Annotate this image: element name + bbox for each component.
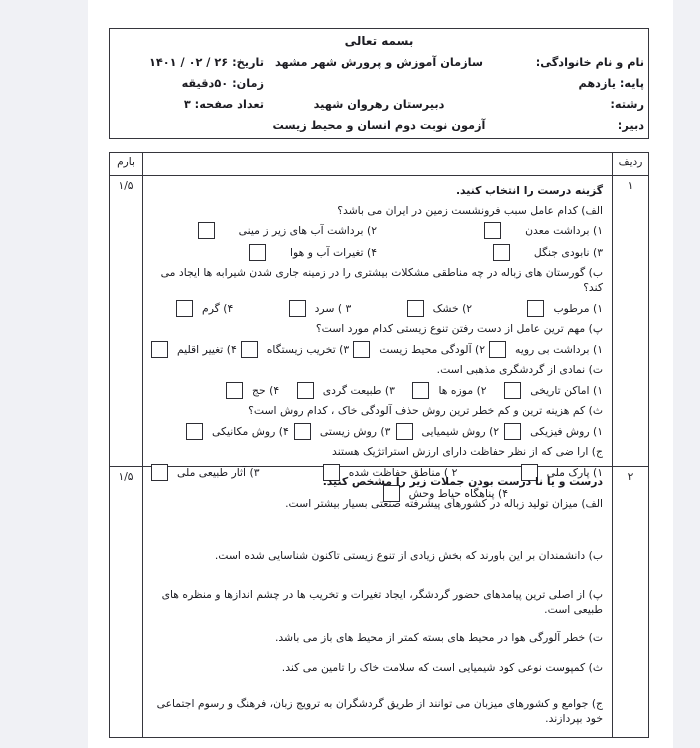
question-1b-text: ب) گورستان های زباله در چه مناطقی مشکلات بیشتری را در زمینه جاری شدن شیرابه ها ایجاد می کند؟: [160, 266, 603, 294]
option-label: ۲) روش شیمیایی: [421, 424, 500, 438]
answer-checkbox[interactable]: [527, 300, 544, 317]
option: [294, 423, 391, 440]
option-label: ۳) آثار طبیعی ملی: [177, 465, 260, 479]
question-1-number: ۱: [612, 176, 648, 467]
answer-checkbox[interactable]: [484, 222, 501, 239]
option: [504, 382, 603, 399]
answer-checkbox[interactable]: [396, 423, 413, 440]
option: [407, 300, 472, 317]
question-1a-text: الف) کدام عامل سبب فرونشست زمین در ایران می باشد؟: [337, 203, 603, 217]
option-label: ۴) روش مکانیکی: [212, 424, 289, 438]
answer-checkbox[interactable]: [249, 244, 266, 261]
page-count: تعداد صفحه: ۳: [183, 98, 264, 111]
row-number-column-header: ردیف: [612, 153, 648, 176]
option: [297, 382, 395, 399]
question-1t-text: ت) نمادی از گردشگری مذهبی است.: [436, 363, 603, 376]
option-label: ۴) گرم: [202, 301, 234, 315]
question-1a-options-line1: [151, 222, 603, 239]
option-label: ۴) پناهگاه حیاط وحش: [408, 487, 508, 500]
answer-checkbox[interactable]: [186, 423, 203, 440]
option: [504, 423, 603, 440]
answer-checkbox[interactable]: [294, 423, 311, 440]
option-label: ۲ ) مناطق حفاظت شده: [348, 465, 458, 479]
option: [377, 222, 603, 239]
option: [186, 423, 289, 440]
question-2-score: ۱/۵: [110, 467, 143, 737]
exam-date: تاریخ: ۲۶ / ۰۲ / ۱۴۰۱: [148, 56, 264, 69]
question-2-statement-p: پ) از اصلی ترین پیامدهای حضور گردشگر، ایجاد تغیرات و تخریب ها در چشم اندازها و منظره های طبیعی است.: [161, 588, 603, 616]
answer-checkbox[interactable]: [297, 382, 314, 399]
answer-checkbox[interactable]: [176, 300, 193, 317]
option-label: ۱) پارک ملی: [546, 465, 603, 479]
exam-table: [109, 152, 649, 738]
question-2-number: ۲: [612, 467, 648, 737]
question-1th-options: [151, 423, 603, 440]
student-name-label: نام و نام خانوادگی:: [535, 56, 644, 69]
option-label: ۱) برداشت معدن: [525, 224, 603, 237]
question-1j-text: ج) ارا ضی که از نظر حفاظت دارای ارزش استراتژیک هستند: [332, 445, 603, 458]
answer-checkbox[interactable]: [151, 341, 168, 358]
answer-checkbox[interactable]: [504, 423, 521, 440]
question-2-statement-th: ث) کمپوست نوعی کود شیمیایی است که سلامت خاک را تامین می کند.: [281, 661, 603, 674]
exam-header-box: [109, 28, 649, 139]
answer-checkbox[interactable]: [407, 300, 424, 317]
question-column-header: [143, 153, 612, 176]
question-2-statement-j: ج) جوامع و کشورهای میزبان می توانند از طریق گردشگران به ترویج زبان، فرهنگ و رسوم اجتماعی خود بپردازند.: [156, 697, 603, 725]
organization-name: سازمان آموزش و پرورش شهر مشهد: [275, 56, 483, 69]
answer-checkbox[interactable]: [289, 300, 306, 317]
answer-checkbox[interactable]: [353, 341, 370, 358]
option: [489, 341, 603, 358]
option-label: ۲) آلودگی محیط زیست: [379, 342, 486, 356]
option: [226, 382, 279, 399]
option-label: ۲) خشک: [432, 301, 473, 315]
option: [527, 300, 603, 317]
question-2-statement-b: ب) دانشمندان بر این باورند که بخش زیادی از تنوع زیستی تاکنون شناسایی شده است.: [214, 549, 603, 562]
answer-checkbox[interactable]: [412, 382, 429, 399]
exam-title: آزمون نوبت دوم انسان و محیط زیست: [272, 119, 486, 132]
option-label: ۳) روش زیستی: [319, 424, 391, 438]
spacer: [264, 73, 494, 94]
option-label: ۳) تخریب زیستگاه: [266, 342, 350, 356]
spacer: [114, 115, 264, 136]
option: [412, 382, 486, 399]
option-label: ۲) موزه ها: [438, 383, 487, 397]
teacher-label: دبیر:: [617, 119, 644, 132]
option-label: ۱) اماکن تاریخی: [530, 383, 603, 397]
basmala-text: بسمه تعالی: [344, 34, 414, 48]
option: [289, 300, 352, 317]
exam-duration: زمان: ۵۰دقیقه: [181, 77, 264, 90]
answer-checkbox[interactable]: [241, 341, 258, 358]
question-1t-options: [151, 382, 603, 399]
answer-checkbox[interactable]: [493, 244, 510, 261]
option-label: ۳ ) سرد: [314, 301, 352, 315]
school-name: دبیرستان رهروان شهید: [313, 98, 445, 111]
question-1-title: گزینه درست را انتخاب کنید.: [455, 184, 603, 197]
option-label: ۴) تغییر اقلیم: [177, 342, 237, 356]
question-1b-options: [151, 300, 603, 317]
answer-checkbox[interactable]: [198, 222, 215, 239]
question-2-statement-a: الف) میزان تولید زباله در کشورهای پیشرفته صنعتی بسیار بیشتر است.: [285, 497, 603, 510]
grade-label: پایه: یازدهم: [578, 77, 644, 90]
question-2-body: [143, 467, 612, 737]
option-label: ۱) مرطوب: [553, 301, 603, 315]
score-column-header: بارم: [110, 153, 143, 176]
option-label: ۴) حج: [252, 383, 280, 397]
question-2-statement-t: ت) خطر آلورگی هوا در محیط های بسته کمتر از محیط های باز می باشد.: [274, 631, 603, 644]
option: [151, 341, 237, 358]
option-label: ۲) برداشت آب های زیر ز مینی: [238, 224, 377, 237]
answer-checkbox[interactable]: [226, 382, 243, 399]
exam-page: [88, 0, 673, 748]
header-info-grid: [110, 52, 648, 136]
option: [377, 244, 603, 261]
option: [198, 222, 377, 239]
question-2-title: درست و یا نا درست بودن جملات زیر را مشخص کنید.: [322, 475, 603, 488]
option-label: ۳) نابودی جنگل: [533, 245, 603, 259]
option: [396, 423, 500, 440]
option: [353, 341, 485, 358]
option-label: ۱) روش فیزیکی: [530, 424, 603, 438]
major-label: رشته:: [610, 98, 644, 111]
question-1-score: ۱/۵: [110, 176, 143, 467]
answer-checkbox[interactable]: [489, 341, 506, 358]
option: [241, 341, 349, 358]
option: [249, 244, 377, 261]
option: [176, 300, 233, 317]
question-1p-options: [151, 341, 603, 358]
question-1a-options-line2: [151, 244, 603, 261]
question-1p-text: پ) مهم ترین عامل از دست رفتن تنوع زیستی کدام مورد است؟: [315, 322, 603, 335]
answer-checkbox[interactable]: [504, 382, 521, 399]
option-label: ۱) برداشت بی رویه: [515, 342, 603, 356]
question-1th-text: ث) کم هزینه ترین و کم خطر ترین روش حذف آلودگی خاک ، کدام روش است؟: [248, 404, 603, 417]
option-label: ۳) طبیعت گردی: [322, 383, 395, 397]
option-label: ۴) تغیرات آب و هوا: [290, 245, 377, 259]
